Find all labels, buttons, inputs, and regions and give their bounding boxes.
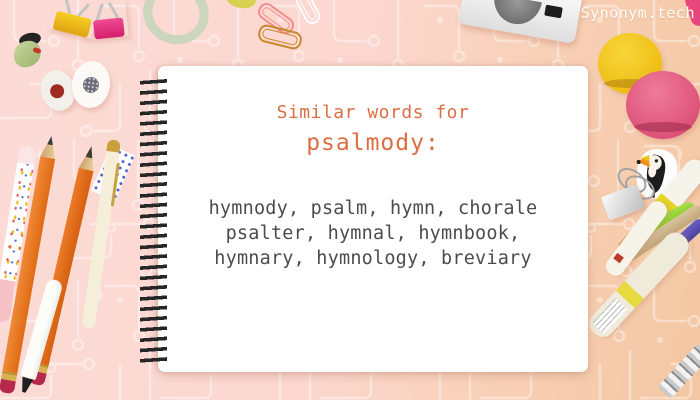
synonym-list — [158, 196, 588, 271]
pencil-graphite — [85, 145, 95, 158]
pencil-graphite — [47, 135, 54, 145]
notebook-page — [158, 66, 588, 372]
bird-figurine — [14, 32, 48, 70]
heading-line2: psalmody: — [306, 130, 440, 156]
synonym-line: hymnody, psalm, hymn, chorale — [208, 198, 538, 219]
card-heading — [158, 102, 588, 158]
marker-label — [613, 253, 624, 263]
pebble-dot — [49, 83, 66, 100]
binder-clip-pink — [87, 0, 129, 40]
macaron-pink — [626, 71, 700, 139]
bird-body — [13, 40, 43, 69]
macaron-foot — [634, 122, 692, 132]
pebble-dot — [82, 76, 100, 94]
binder-clip-body — [601, 184, 645, 220]
pencil-eraser — [0, 379, 16, 394]
binder-clip-wire — [95, 3, 103, 21]
binder-clip-body — [93, 17, 125, 39]
synonym-line: psalter, hymnal, hymnbook, — [225, 223, 521, 244]
binder-clip-wire — [108, 2, 119, 19]
synonym-line: hymnary, hymnology, breviary — [214, 248, 532, 269]
site-brand: Synonym.tech — [580, 4, 695, 22]
spiral-binding — [140, 77, 167, 363]
heading-line1: Similar words for — [276, 102, 470, 123]
